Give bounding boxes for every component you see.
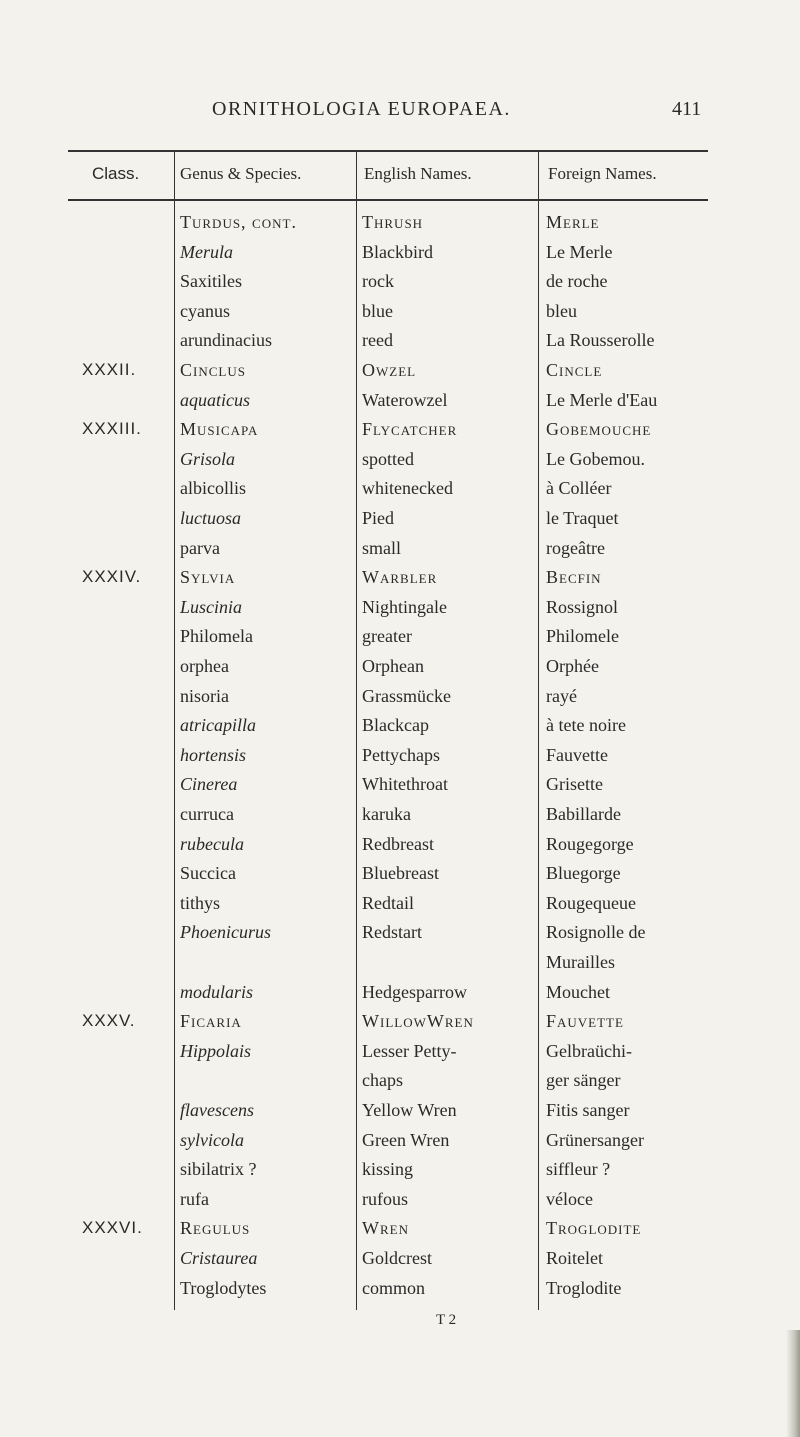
english-cell: rufous bbox=[362, 1188, 408, 1209]
table-row bbox=[0, 1130, 800, 1156]
foreign-cell: Grünersanger bbox=[546, 1129, 644, 1150]
foreign-cell: Rosignolle de bbox=[546, 922, 646, 943]
foreign-cell: bleu bbox=[546, 300, 577, 321]
english-cell: Nightingale bbox=[362, 596, 447, 617]
genus-cell: Succica bbox=[180, 863, 236, 884]
english-cell: Goldcrest bbox=[362, 1248, 432, 1268]
genus-cell: Phoenicurus bbox=[180, 922, 271, 943]
english-cell: Pied bbox=[362, 508, 395, 528]
table-row bbox=[0, 478, 800, 504]
english-cell: Redtail bbox=[362, 892, 414, 913]
english-cell: kissing bbox=[362, 1159, 414, 1180]
table-row bbox=[0, 1189, 800, 1215]
class-cell: XXXV. bbox=[82, 1011, 136, 1031]
table-row bbox=[0, 774, 800, 800]
genus-cell: tithys bbox=[180, 892, 221, 913]
header-foreign: Foreign Names. bbox=[548, 164, 657, 183]
table-row bbox=[0, 1218, 800, 1244]
foreign-cell: Le Merle bbox=[546, 241, 613, 262]
foreign-cell: Rougequeue bbox=[546, 892, 636, 913]
table-row bbox=[0, 271, 800, 297]
page-edge-shadow bbox=[786, 1330, 800, 1437]
english-cell: Yellow Wren bbox=[362, 1100, 457, 1120]
table-row bbox=[0, 834, 800, 860]
table-row bbox=[0, 1070, 800, 1096]
english-cell: whitenecked bbox=[362, 478, 453, 499]
foreign-cell: Gobemouche bbox=[546, 419, 652, 440]
table-row bbox=[0, 1011, 800, 1037]
foreign-cell: Cincle bbox=[546, 360, 603, 380]
table-row bbox=[0, 715, 800, 741]
foreign-cell: à tete noire bbox=[546, 715, 626, 736]
genus-cell: Turdus, cont. bbox=[180, 212, 297, 232]
foreign-cell: à Colléer bbox=[546, 478, 612, 499]
table-row bbox=[0, 449, 800, 475]
english-cell: common bbox=[362, 1277, 425, 1298]
english-cell: Redbreast bbox=[362, 833, 434, 854]
genus-cell: hortensis bbox=[180, 744, 247, 765]
genus-cell: Ficaria bbox=[180, 1011, 242, 1032]
genus-cell: parva bbox=[180, 537, 220, 558]
genus-cell: Sylvia bbox=[180, 567, 236, 588]
english-cell: Grassmücke bbox=[362, 685, 451, 706]
page-title: ORNITHOLOGIA EUROPAEA. bbox=[212, 98, 511, 120]
table-row bbox=[0, 922, 800, 948]
table-row bbox=[0, 508, 800, 534]
english-cell: Warbler bbox=[362, 567, 438, 588]
genus-cell: atricapilla bbox=[180, 715, 256, 736]
header-genus: Genus & Species. bbox=[180, 164, 302, 183]
english-cell: Whitethroat bbox=[362, 774, 448, 795]
table-row bbox=[0, 1100, 800, 1126]
genus-cell: arundinacius bbox=[180, 330, 272, 351]
genus-cell: orphea bbox=[180, 656, 229, 676]
table-row bbox=[0, 1278, 800, 1304]
foreign-cell: Le Merle d'Eau bbox=[546, 389, 658, 410]
english-cell: Blackbird bbox=[362, 241, 433, 262]
foreign-cell: Fauvette bbox=[546, 1011, 624, 1032]
header-english: English Names. bbox=[364, 164, 472, 183]
english-cell: Waterowzel bbox=[362, 389, 448, 410]
table-row bbox=[0, 1159, 800, 1185]
english-cell: WillowWren bbox=[362, 1011, 474, 1032]
foreign-cell: rayé bbox=[546, 685, 577, 706]
english-cell: Wren bbox=[362, 1218, 409, 1239]
english-cell: Green Wren bbox=[362, 1129, 450, 1150]
genus-cell: flavescens bbox=[180, 1100, 254, 1120]
foreign-cell: Becfin bbox=[546, 567, 602, 588]
english-cell: Owzel bbox=[362, 360, 417, 380]
foreign-cell: Fitis sanger bbox=[546, 1100, 630, 1120]
english-cell: chaps bbox=[362, 1070, 403, 1091]
foreign-cell: Fauvette bbox=[546, 744, 608, 765]
genus-cell: Saxitiles bbox=[180, 271, 242, 292]
english-cell: karuka bbox=[362, 804, 411, 824]
foreign-cell: Troglodite bbox=[546, 1277, 622, 1298]
english-cell: Orphean bbox=[362, 656, 424, 676]
english-cell: Bluebreast bbox=[362, 863, 439, 884]
foreign-cell: Roitelet bbox=[546, 1248, 603, 1268]
class-cell: XXXVI. bbox=[82, 1218, 143, 1238]
foreign-cell: véloce bbox=[546, 1188, 593, 1209]
english-cell: reed bbox=[362, 330, 393, 351]
table-row bbox=[0, 567, 800, 593]
genus-cell: Musicapa bbox=[180, 419, 259, 440]
english-cell: Blackcap bbox=[362, 715, 429, 736]
english-cell: Hedgesparrow bbox=[362, 981, 467, 1002]
top-rule bbox=[68, 150, 708, 152]
class-cell: XXXIV. bbox=[82, 567, 142, 587]
table-row bbox=[0, 330, 800, 356]
foreign-cell: siffleur ? bbox=[546, 1159, 611, 1180]
table-row bbox=[0, 538, 800, 564]
genus-cell: sibilatrix ? bbox=[180, 1159, 257, 1180]
class-cell: XXXIII. bbox=[82, 419, 142, 439]
table-row bbox=[0, 360, 800, 386]
table-row bbox=[0, 419, 800, 445]
header-rule bbox=[68, 199, 708, 201]
genus-cell: luctuosa bbox=[180, 508, 241, 528]
foreign-cell: Merle bbox=[546, 212, 600, 232]
english-cell: greater bbox=[362, 626, 412, 647]
table-row bbox=[0, 656, 800, 682]
foreign-cell: La Rousserolle bbox=[546, 330, 655, 351]
genus-cell: Cinerea bbox=[180, 774, 238, 795]
foreign-cell: Mouchet bbox=[546, 981, 610, 1002]
table-row bbox=[0, 390, 800, 416]
foreign-cell: Grisette bbox=[546, 774, 603, 795]
genus-cell: Regulus bbox=[180, 1218, 251, 1239]
table-row bbox=[0, 686, 800, 712]
foreign-cell: le Traquet bbox=[546, 508, 619, 528]
foreign-cell: Rossignol bbox=[546, 596, 619, 617]
header-class: Class. bbox=[92, 164, 140, 183]
genus-cell: Luscinia bbox=[180, 596, 243, 617]
signature-mark: T 2 bbox=[436, 1312, 457, 1328]
table-row bbox=[0, 982, 800, 1008]
table-row bbox=[0, 301, 800, 327]
genus-cell: Hippolais bbox=[180, 1040, 252, 1061]
english-cell: blue bbox=[362, 300, 393, 321]
english-cell: Lesser Petty- bbox=[362, 1040, 457, 1061]
genus-cell: cyanus bbox=[180, 300, 230, 321]
table-row bbox=[0, 804, 800, 830]
foreign-cell: Gelbraüchi- bbox=[546, 1040, 632, 1061]
genus-cell: rubecula bbox=[180, 833, 244, 854]
foreign-cell: Murailles bbox=[546, 952, 615, 972]
class-cell: XXXII. bbox=[82, 360, 137, 379]
table-row bbox=[0, 952, 800, 978]
genus-cell: Merula bbox=[180, 241, 233, 262]
genus-cell: aquaticus bbox=[180, 389, 250, 410]
genus-cell: modularis bbox=[180, 981, 254, 1002]
table-row bbox=[0, 893, 800, 919]
table-row bbox=[0, 597, 800, 623]
foreign-cell: rogeâtre bbox=[546, 537, 605, 558]
page-number: 411 bbox=[672, 98, 702, 120]
foreign-cell: Troglodite bbox=[546, 1218, 642, 1239]
genus-cell: albicollis bbox=[180, 478, 246, 499]
genus-cell: Philomela bbox=[180, 626, 253, 647]
foreign-cell: Bluegorge bbox=[546, 863, 621, 884]
genus-cell: Cinclus bbox=[180, 360, 246, 380]
foreign-cell: Babillarde bbox=[546, 804, 621, 824]
foreign-cell: Le Gobemou. bbox=[546, 448, 645, 469]
english-cell: spotted bbox=[362, 448, 414, 469]
english-cell: Pettychaps bbox=[362, 744, 440, 765]
table-row bbox=[0, 626, 800, 652]
english-cell: Thrush bbox=[362, 212, 424, 232]
foreign-cell: de roche bbox=[546, 271, 608, 292]
table-row bbox=[0, 863, 800, 889]
genus-cell: Grisola bbox=[180, 448, 236, 469]
english-cell: small bbox=[362, 537, 401, 558]
table-row bbox=[0, 1248, 800, 1274]
genus-cell: Cristaurea bbox=[180, 1248, 258, 1268]
foreign-cell: ger sänger bbox=[546, 1070, 621, 1091]
foreign-cell: Orphée bbox=[546, 656, 599, 676]
english-cell: rock bbox=[362, 271, 394, 292]
genus-cell: nisoria bbox=[180, 685, 229, 706]
genus-cell: Troglodytes bbox=[180, 1277, 267, 1298]
table-row bbox=[0, 212, 800, 238]
english-cell: Flycatcher bbox=[362, 419, 458, 440]
foreign-cell: Rougegorge bbox=[546, 833, 634, 854]
foreign-cell: Philomele bbox=[546, 626, 619, 647]
english-cell: Redstart bbox=[362, 922, 422, 943]
table-row bbox=[0, 745, 800, 771]
table-row bbox=[0, 1041, 800, 1067]
genus-cell: sylvicola bbox=[180, 1129, 244, 1150]
genus-cell: rufa bbox=[180, 1188, 209, 1209]
table-row bbox=[0, 242, 800, 268]
genus-cell: curruca bbox=[180, 804, 234, 824]
